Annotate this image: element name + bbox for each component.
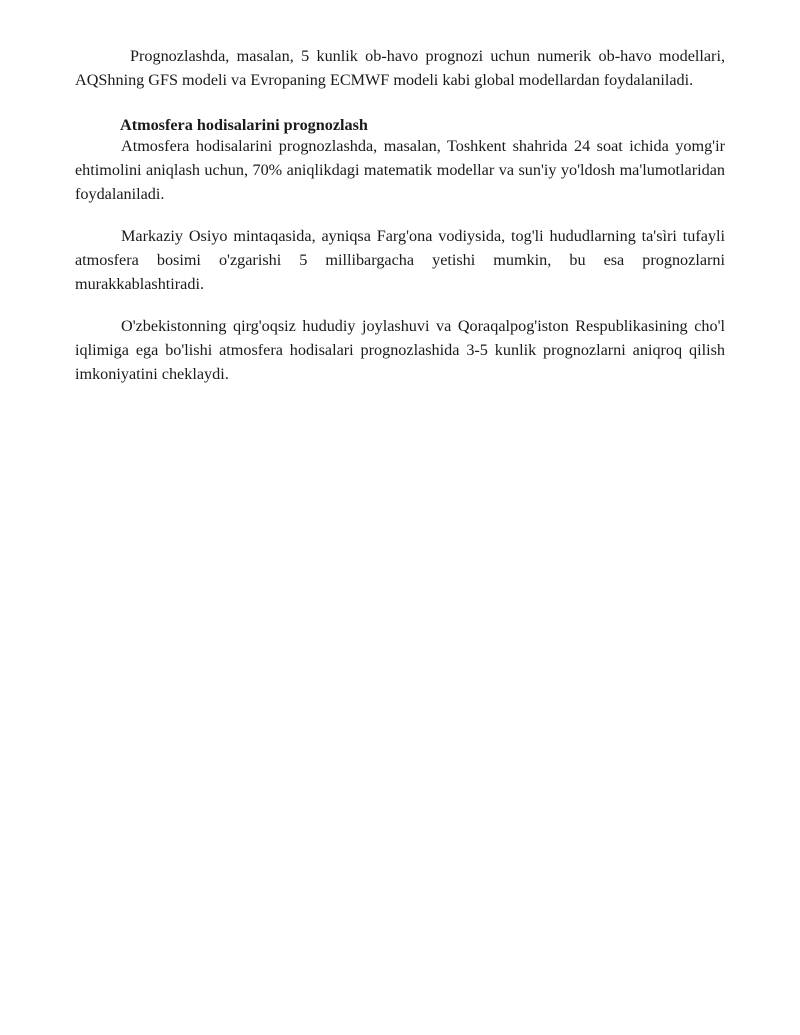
document-page xyxy=(75,44,725,386)
paragraph-central-asia: Markaziy Osiyo mintaqasida, ayniqsa Farg'ona vodiysida, tog'li hududlarning ta'sìri tufayli atmosfera bosimi o'zgarishi 5 millibargacha yetishi mumkin, bu esa prognozlarni murakkablashtiradi. xyxy=(75,227,725,293)
section-heading: Atmosfera hodisalarini prognozlash xyxy=(120,116,368,134)
paragraph-global-models: Prognozlashda, masalan, 5 kunlik ob-havo prognozi uchun numerik ob-havo modellari, AQShning GFS modeli va Evropaning ECMWF modeli kabi global modellardan foydalaniladi. xyxy=(75,47,725,89)
paragraph-tashkent-rain: Atmosfera hodisalarini prognozlashda, masalan, Toshkent shahrida 24 soat ichida yomg'ir ehtimolini aniqlash uchun, 70% aniqlikdagi matematik modellar va sun'iy yo'ldosh ma'lumotlaridan foydalaniladi. xyxy=(75,137,725,203)
paragraph-uzbekistan: O'zbekistonning qirg'oqsiz hududiy joylashuvi va Qoraqalpog'iston Respublikasining cho'l iqlimiga ega bo'lishi atmosfera hodisalari prognozlashida 3-5 kunlik prognozlarni aniqroq qilish imkoniyatini cheklaydi. xyxy=(75,317,725,383)
